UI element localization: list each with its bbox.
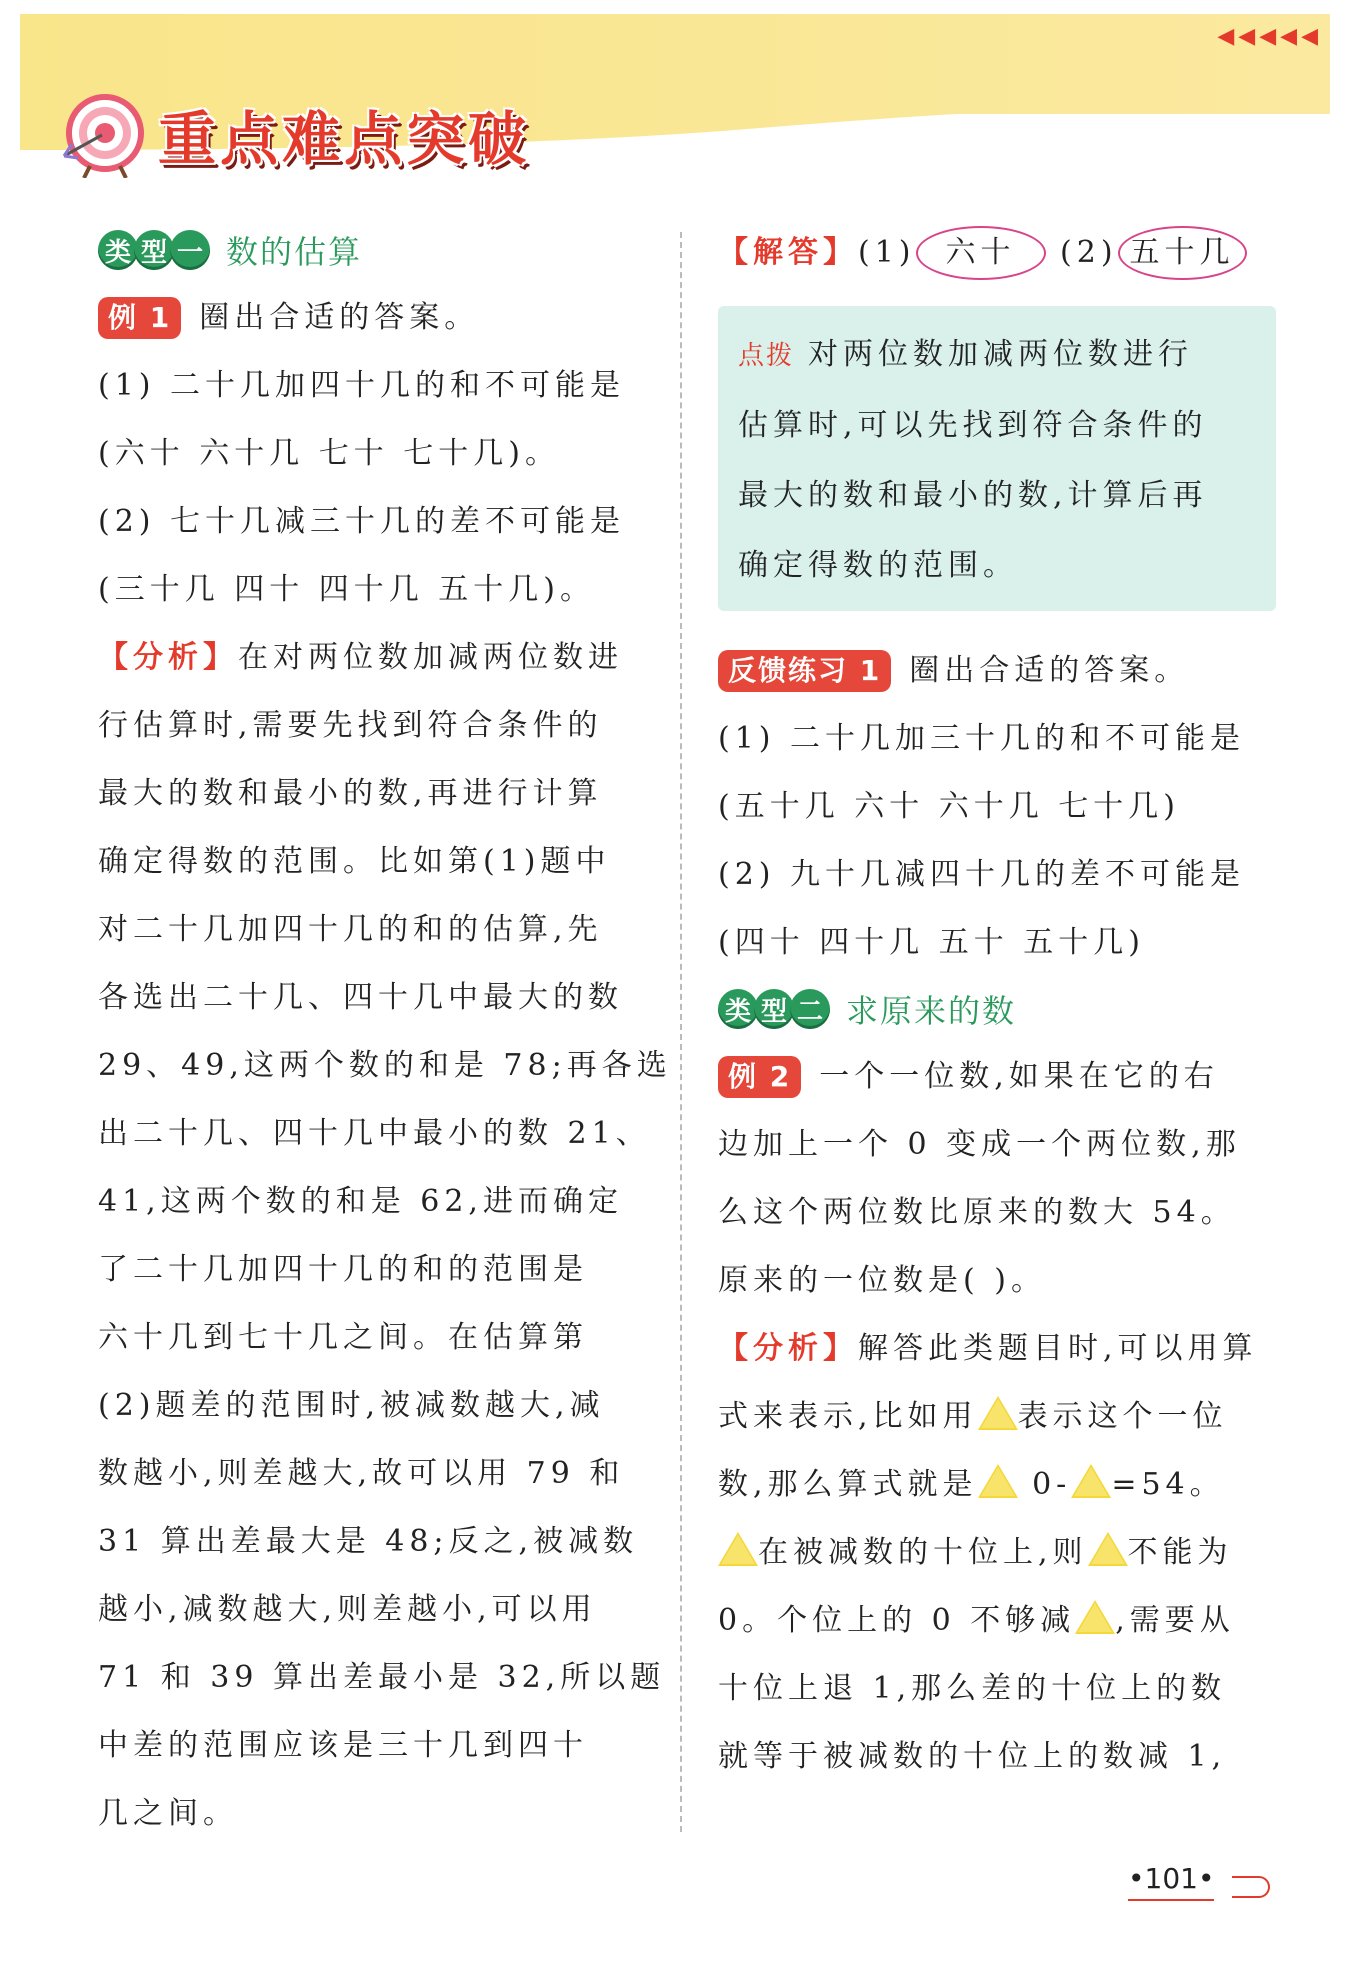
analysis2-line: 0。个位上的 0 不够减 ,需要从 xyxy=(718,1587,1278,1655)
target-icon xyxy=(60,88,150,178)
triangle-icon xyxy=(1088,1532,1128,1566)
analysis-line: 六十几到七十几之间。在估算第 xyxy=(98,1320,588,1355)
answer-line: 【解答】(1) 六十 (2) 五十几 xyxy=(718,222,1278,284)
analysis2-line: 式来表示,比如用 表示这个一位 xyxy=(718,1383,1278,1451)
analysis-line: 几之间。 xyxy=(98,1796,238,1831)
page-number: •101• xyxy=(1128,1862,1214,1901)
answer-tag: 【解答】 xyxy=(718,235,858,270)
hint-tag: 点拨 xyxy=(738,341,795,371)
type2-badge: 类 型 二 xyxy=(718,989,826,1029)
analysis-line: 确定得数的范围。比如第(1)题中 xyxy=(98,844,611,879)
type1-badge: 类 型 一 xyxy=(98,230,206,270)
fq2-options: (四十 四十几 五十 五十几) xyxy=(718,925,1146,960)
feedback1-heading: 反馈练习 1 圈出合适的答案。 xyxy=(718,637,1278,705)
hint-box: 点拨 对两位数加减两位数进行 估算时,可以先找到符合条件的 最大的数和最小的数,计算后再 确定得数的范围。 xyxy=(718,306,1276,611)
analysis-line: 越小,减数越大,则差越小,可以用 xyxy=(98,1592,597,1627)
example1-prompt: 圈出合适的答案。 xyxy=(199,300,480,335)
type2-title: 求原来的数 xyxy=(846,992,1017,1030)
analysis-line: 对二十几加四十几的和的估算,先 xyxy=(98,912,603,947)
analysis-line: 行估算时,需要先找到符合条件的 xyxy=(98,708,603,743)
analysis-tag: 【分析】 xyxy=(98,640,238,675)
q2-options: (三十几 四十 四十几 五十几)。 xyxy=(98,572,596,607)
type1-heading xyxy=(98,222,644,278)
analysis-line: 最大的数和最小的数,再进行计算 xyxy=(98,776,603,811)
analysis-line: 【分析】在对两位数加减两位数进 xyxy=(98,640,623,675)
analysis2-line: 【分析】解答此类题目时,可以用算 xyxy=(718,1331,1258,1366)
page-curl-decor xyxy=(1232,1876,1270,1898)
q1-options: (六十 六十几 七十 七十几)。 xyxy=(98,436,561,471)
example1-heading xyxy=(98,284,644,352)
analysis-line: 了二十几加四十几的和的范围是 xyxy=(98,1252,588,1287)
answer-2-circled: 五十几 xyxy=(1118,226,1247,280)
analysis-line: (2)题差的范围时,被减数越大,减 xyxy=(98,1388,605,1423)
fq1-line: (1) 二十几加三十几的和不可能是 xyxy=(718,721,1246,756)
analysis-line: 出二十几、四十几中最小的数 21、 xyxy=(98,1116,651,1151)
analysis-line: 各选出二十几、四十几中最大的数 xyxy=(98,980,623,1015)
fq2-line: (2) 九十几减四十几的差不可能是 xyxy=(718,857,1246,892)
analysis-line: 41,这两个数的和是 62,进而确定 xyxy=(98,1184,623,1219)
type1-title: 数的估算 xyxy=(226,233,363,271)
analysis-line: 数越小,则差越大,故可以用 79 和 xyxy=(98,1456,625,1491)
right-column xyxy=(718,222,1278,1791)
analysis-line: 31 算出差最大是 48;反之,被减数 xyxy=(98,1524,639,1559)
example2-line: 边加上一个 0 变成一个两位数,那 xyxy=(718,1127,1241,1162)
triangle-icon xyxy=(978,1464,1018,1498)
example2-badge: 例 2 xyxy=(718,1056,801,1098)
left-column xyxy=(98,222,672,1848)
example1-badge: 例 1 xyxy=(98,297,181,339)
analysis2-line: 十位上退 1,那么差的十位上的数 xyxy=(718,1671,1227,1706)
analysis-line: 71 和 39 算出差最小是 32,所以题 xyxy=(98,1660,666,1695)
analysis2-line: 在被减数的十位上,则 不能为 xyxy=(718,1519,1278,1587)
triangle-icon xyxy=(1075,1600,1115,1634)
fq1-options: (五十几 六十 六十几 七十几) xyxy=(718,789,1181,824)
feedback1-badge: 反馈练习 1 xyxy=(718,650,891,692)
column-divider xyxy=(680,232,682,1832)
analysis2-line: 数,那么算式就是 0- =54。 xyxy=(718,1451,1278,1519)
analysis2-line: 就等于被减数的十位上的数减 1, xyxy=(718,1739,1227,1774)
triangle-icon xyxy=(1071,1464,1111,1498)
decor-arrows: ◀◀◀◀◀ xyxy=(1217,24,1322,49)
triangle-icon xyxy=(718,1532,758,1566)
analysis2-tag: 【分析】 xyxy=(718,1331,858,1366)
section-title: 重点难点突破 xyxy=(158,105,531,173)
q1-line: (1) 二十几加四十几的和不可能是 xyxy=(98,368,626,403)
example2-line: 例 2 一个一位数,如果在它的右 xyxy=(718,1043,1278,1111)
triangle-icon xyxy=(978,1396,1018,1430)
q2-line: (2) 七十几减三十几的差不可能是 xyxy=(98,504,626,539)
example2-line: 原来的一位数是( )。 xyxy=(718,1263,1046,1298)
answer-1-circled: 六十 xyxy=(916,226,1046,280)
type2-heading xyxy=(718,981,1278,1037)
analysis-line: 中差的范围应该是三十几到四十 xyxy=(98,1728,588,1763)
analysis-line: 29、49,这两个数的和是 78;再各选 xyxy=(98,1048,672,1083)
example2-line: 么这个两位数比原来的数大 54。 xyxy=(718,1195,1236,1230)
